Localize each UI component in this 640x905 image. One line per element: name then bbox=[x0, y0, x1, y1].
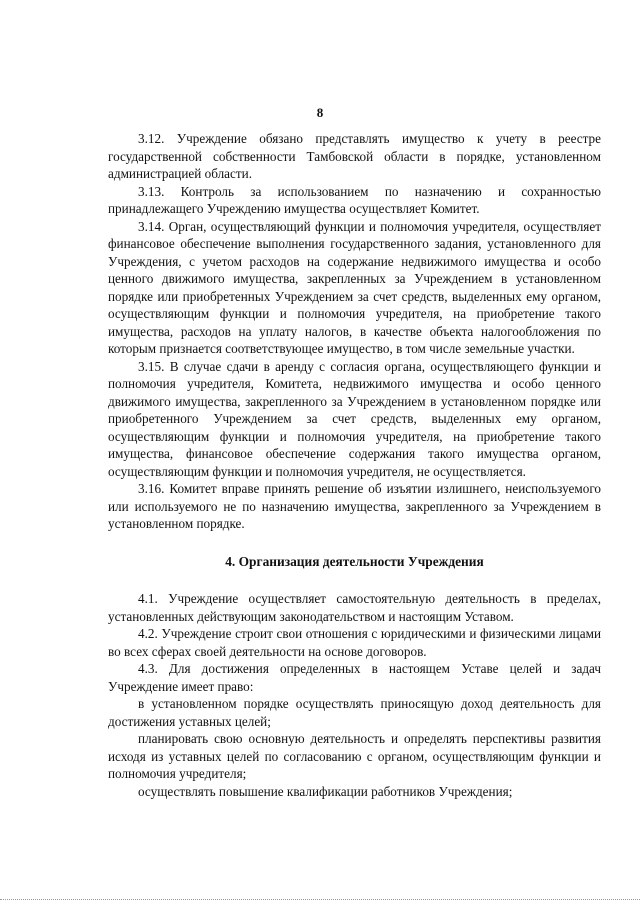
paragraph-3-13: 3.13. Контроль за использованием по назначению и сохранностью принадлежащего Учреждению имущества осуществляет Комитет. bbox=[108, 183, 601, 216]
scan-edge-divider bbox=[0, 899, 640, 901]
section-heading: 4. Организация деятельности Учреждения bbox=[225, 553, 484, 569]
list-item-planning: планировать свою основную деятельность и определять перспективы развития исходя из уставных целей по согласованию с органом, осуществляющим функции и полномочия учредителя; bbox=[108, 731, 601, 781]
list-item-qualification: осуществлять повышение квалификации работников Учреждения; bbox=[138, 783, 513, 799]
paragraph-3-12: 3.12. Учреждение обязано представлять имущество к учету в реестре государственной собственности Тамбовской области в порядке, установленном администрацией области. bbox=[108, 131, 601, 181]
list-item-income-activity: в установленном порядке осуществлять приносящую доход деятельность для достижения уставных целей; bbox=[108, 696, 601, 729]
paragraph-3-16: 3.16. Комитет вправе принять решение об изъятии излишнего, неиспользуемого или используемого не по назначению имущества, закрепленного за Учреждением в установленном порядке. bbox=[108, 481, 601, 531]
document-body bbox=[108, 130, 601, 800]
page-number: 8 bbox=[316, 105, 324, 120]
paragraph-4-2: 4.2. Учреждение строит свои отношения с юридическими и физическими лицами во всех сферах своей деятельности на основе договоров. bbox=[108, 626, 601, 659]
paragraph-4-3: 4.3. Для достижения определенных в настоящем Уставе целей и задач Учреждение имеет право: bbox=[108, 661, 601, 694]
paragraph-4-1: 4.1. Учреждение осуществляет самостоятельную деятельность в пределах, установленных действующим законодательством и настоящим Уставом. bbox=[108, 591, 601, 624]
paragraph-3-15: 3.15. В случае сдачи в аренду с согласия органа, осуществляющего функции и полномочия учредителя, Комитета, недвижимого имущества и особо ценного движимого имущества, закрепленного за Учреждением в установленном порядке или приобретенного Учреждением за счет средств, выделенных ему органом, осуществляющим функции и полномочия учредителя, на приобретение такого имущества, финансовое обеспечение содержания такого имущества органом, осуществляющим функции и полномочия учредителя, не осуществляется. bbox=[108, 358, 601, 479]
paragraph-3-14: 3.14. Орган, осуществляющий функции и полномочия учредителя, осуществляет финансовое обеспечение выполнения государственного задания, установленного для Учреждения, с учетом расходов на содержание недвижимого имущества и особо ценного движимого имущества, закрепленных за Учреждением в установленном порядке или приобретенных Учреждением за счет средств, выделенных ему органом, осуществляющим функции и полномочия учредителя, на приобретение такого имущества, расходов на уплату налогов, в качестве объекта налогообложения по которым признается соответствующее имущество, в том числе земельные участки. bbox=[108, 218, 601, 356]
